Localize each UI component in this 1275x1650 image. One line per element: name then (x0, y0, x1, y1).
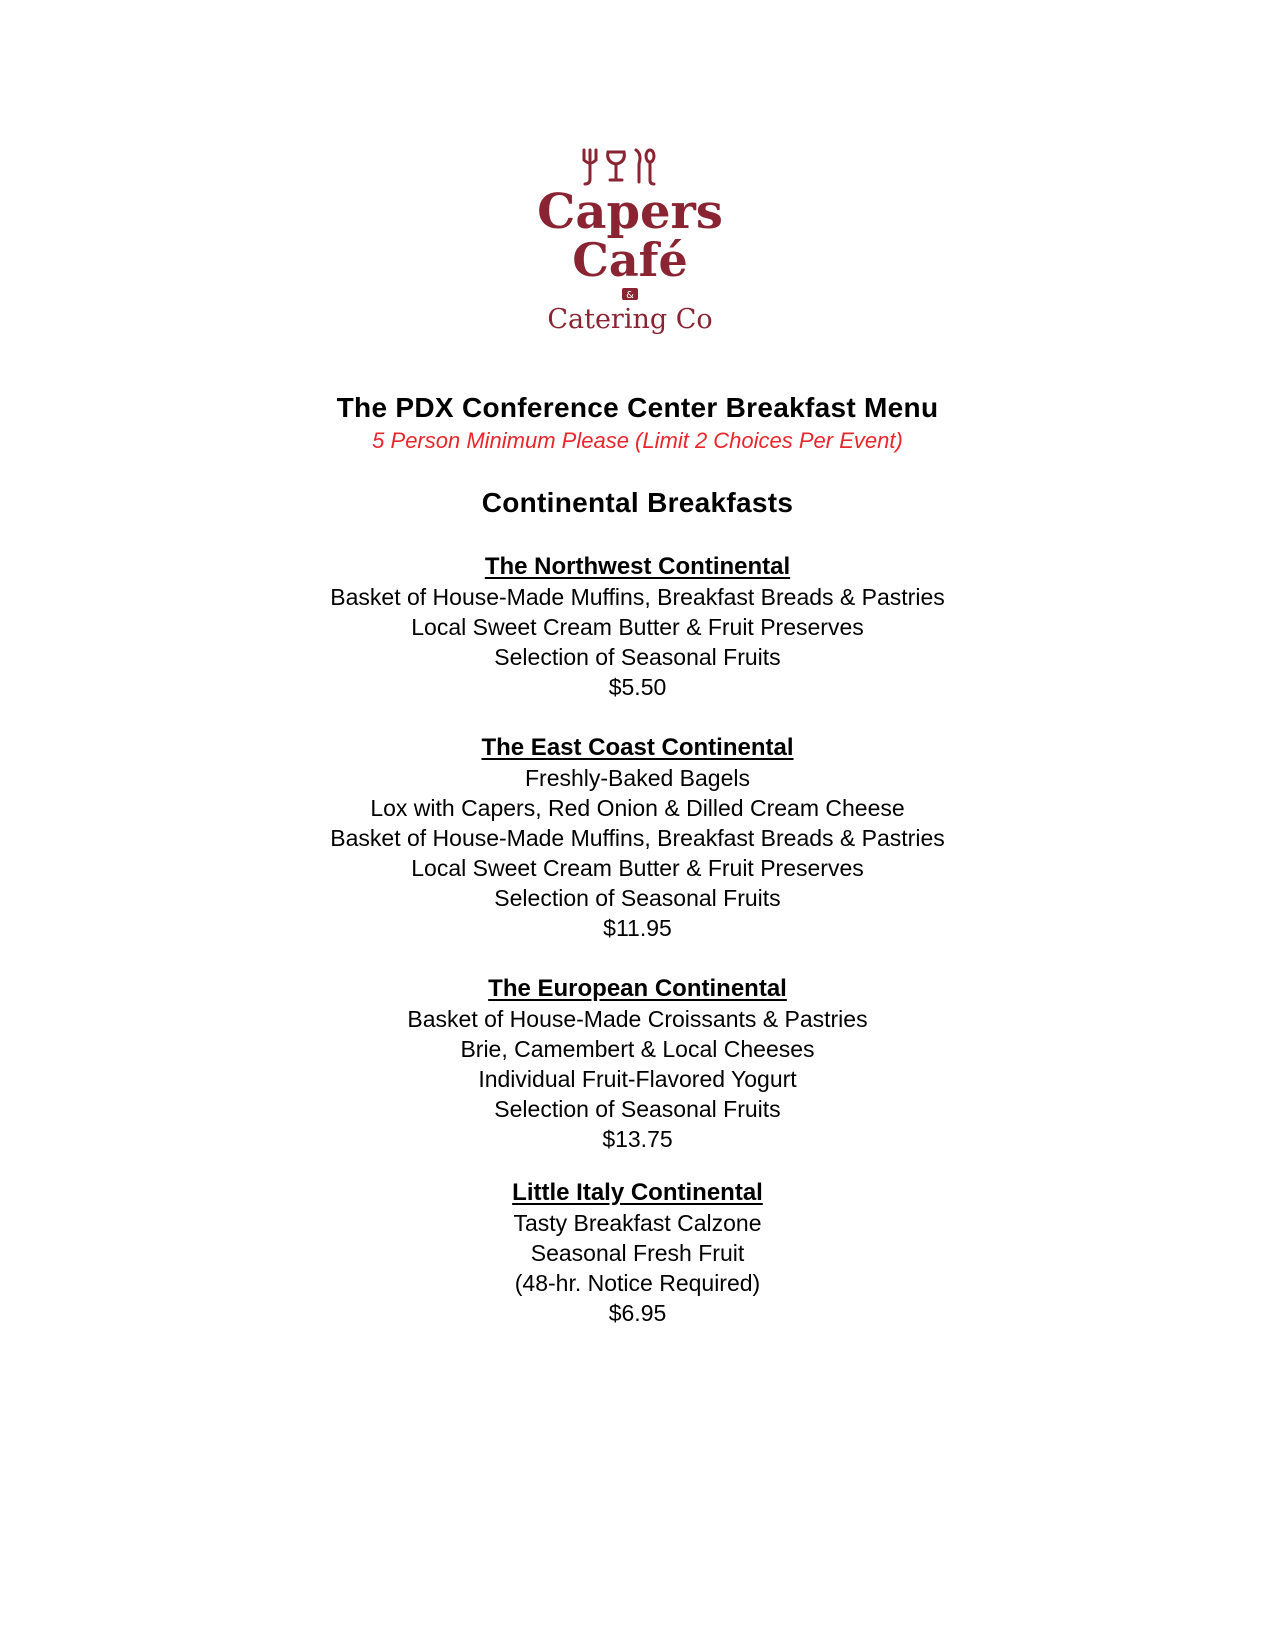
section-title: Continental Breakfasts (481, 487, 794, 518)
menu-item-line: Tasty Breakfast Calzone (513, 1210, 762, 1236)
menu-item-line: Seasonal Fresh Fruit (530, 1240, 745, 1266)
page-title: The PDX Conference Center Breakfast Menu (336, 392, 939, 423)
menu-item-price: $11.95 (603, 915, 672, 941)
menu-item-price: $5.50 (608, 674, 667, 700)
logo-line-capers: Capers (537, 184, 723, 240)
menu-item (0, 552, 1275, 702)
menu-item-line: Freshly-Baked Bagels (525, 765, 750, 791)
menu-item-line: Selection of Seasonal Fruits (494, 644, 781, 670)
page-subtitle: 5 Person Minimum Please (Limit 2 Choices Per Event) (372, 428, 903, 453)
menu-item-line: Local Sweet Cream Butter & Fruit Preserves (411, 614, 864, 640)
menu-item-line: Basket of House-Made Croissants & Pastries (407, 1006, 868, 1032)
utensils-icon (584, 150, 654, 184)
logo-line-cafe: Café (572, 233, 688, 287)
capers-cafe-logo (530, 148, 730, 358)
menu-item-line: Selection of Seasonal Fruits (494, 1096, 781, 1122)
menu-item-line: Lox with Capers, Red Onion & Dilled Cream Cheese (370, 795, 905, 821)
menu-item-name: Little Italy Continental (512, 1179, 763, 1206)
menu-item-price: $13.75 (602, 1126, 673, 1152)
menu-item (0, 974, 1275, 1154)
logo-ampersand: & (626, 290, 634, 301)
menu-item-name: The East Coast Continental (481, 734, 794, 761)
menu-item-name: The European Continental (488, 975, 787, 1002)
menu-item-name: The Northwest Continental (484, 553, 791, 580)
menu-item-line: Basket of House-Made Muffins, Breakfast Breads & Pastries (330, 825, 945, 851)
menu-item-line: (48-hr. Notice Required) (514, 1270, 761, 1296)
menu-item-line: Individual Fruit-Flavored Yogurt (478, 1066, 797, 1092)
menu-item-line: Local Sweet Cream Butter & Fruit Preserves (411, 855, 864, 881)
menu-item-price: $6.95 (608, 1300, 667, 1326)
menu-item-line: Selection of Seasonal Fruits (494, 885, 781, 911)
menu-item-line: Basket of House-Made Muffins, Breakfast Breads & Pastries (330, 584, 945, 610)
menu-item-line: Brie, Camembert & Local Cheeses (460, 1036, 815, 1062)
menu-item (0, 733, 1275, 943)
logo-line-catering: Catering Co (547, 304, 713, 335)
menu-item (0, 1178, 1275, 1328)
